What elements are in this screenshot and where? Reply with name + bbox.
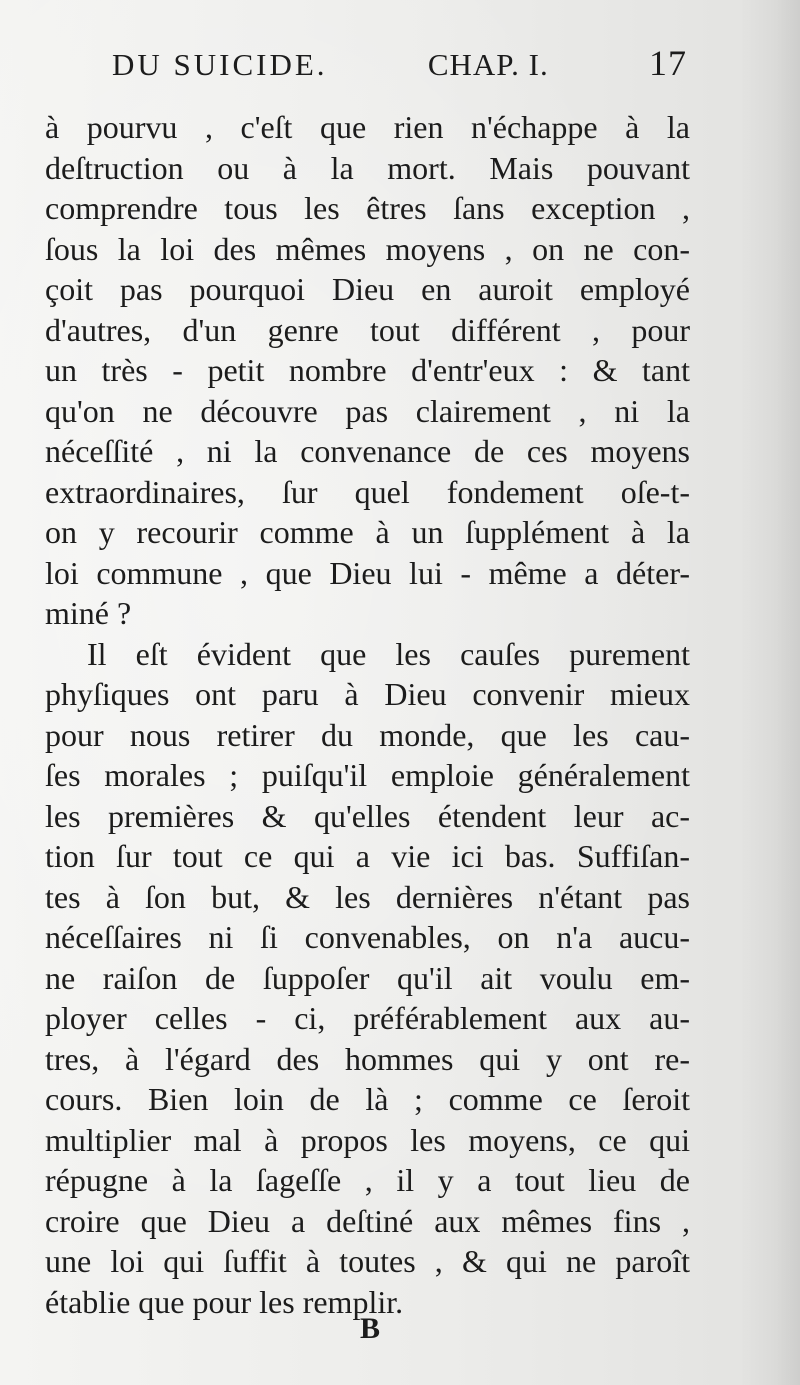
text-line: une loi qui ſuffit à toutes , & qui ne paroît — [45, 1243, 690, 1279]
text-line: ſes morales ; puiſqu'il emploie généralement — [45, 757, 690, 793]
text-line: Il eſt évident que les cauſes purement — [87, 635, 690, 672]
page-edge-shadow — [740, 0, 800, 1385]
text-line: ployer celles - ci, préférablement aux au- — [45, 1000, 690, 1036]
text-line: miné ? — [45, 595, 132, 631]
text-line: cours. Bien loin de là ; comme ce ſeroit — [45, 1081, 690, 1117]
text-line: néceſſité , ni la convenance de ces moyens — [45, 433, 690, 469]
text-line: tion ſur tout ce qui a vie ici bas. Suffiſan- — [45, 838, 690, 874]
running-header — [112, 42, 687, 96]
chapter-label: CHAP. I. — [427, 47, 549, 82]
text-line: comprendre tous les êtres ſans exception , — [45, 190, 690, 226]
text-line: d'autres, d'un genre tout différent , pour — [45, 311, 690, 348]
text-line: tes à ſon but, & les dernières n'étant pas — [45, 878, 690, 915]
paragraph-2 — [45, 634, 690, 1323]
body-text — [45, 107, 690, 1322]
paragraph-1 — [45, 107, 690, 634]
text-line: ſous la loi des mêmes moyens , on ne con- — [45, 230, 690, 267]
text-line: deſtruction ou à la mort. Mais pouvant — [45, 149, 690, 186]
text-line: croire que Dieu a deſtiné aux mêmes fins , — [45, 1202, 690, 1239]
text-line: pour nous retirer du monde, que les cau- — [45, 716, 690, 753]
text-line: extraordinaires, ſur quel fondement oſe-t- — [45, 473, 690, 510]
text-line: répugne à la ſageſſe , il y a tout lieu de — [45, 1162, 690, 1198]
running-title: DU SUICIDE. — [112, 47, 328, 82]
text-line: à pourvu , c'eſt que rien n'échappe à la — [45, 109, 690, 145]
text-line: qu'on ne découvre pas clairement , ni la — [45, 392, 690, 429]
text-line: on y recourir comme à un ſupplément à la — [45, 514, 690, 550]
signature-mark: B — [359, 1312, 380, 1345]
text-line: établie que pour les remplir. — [45, 1283, 404, 1320]
text-line: un très - petit nombre d'entr'eux : & tant — [45, 352, 690, 388]
text-line: les premières & qu'elles étendent leur ac- — [45, 797, 690, 834]
text-line: çoit pas pourquoi Dieu en auroit employé — [45, 271, 690, 307]
page-number: 17 — [649, 43, 687, 83]
text-line: loi commune , que Dieu lui - même a déter- — [45, 554, 690, 591]
text-line: phyſiques ont paru à Dieu convenir mieux — [45, 676, 690, 712]
text-line: tres, à l'égard des hommes qui y ont re- — [45, 1040, 690, 1077]
text-line: néceſſaires ni ſi convenables, on n'a aucu- — [45, 919, 690, 955]
text-line: multiplier mal à propos les moyens, ce qui — [45, 1121, 690, 1158]
text-line: ne raiſon de ſuppoſer qu'il ait voulu em- — [45, 959, 690, 996]
